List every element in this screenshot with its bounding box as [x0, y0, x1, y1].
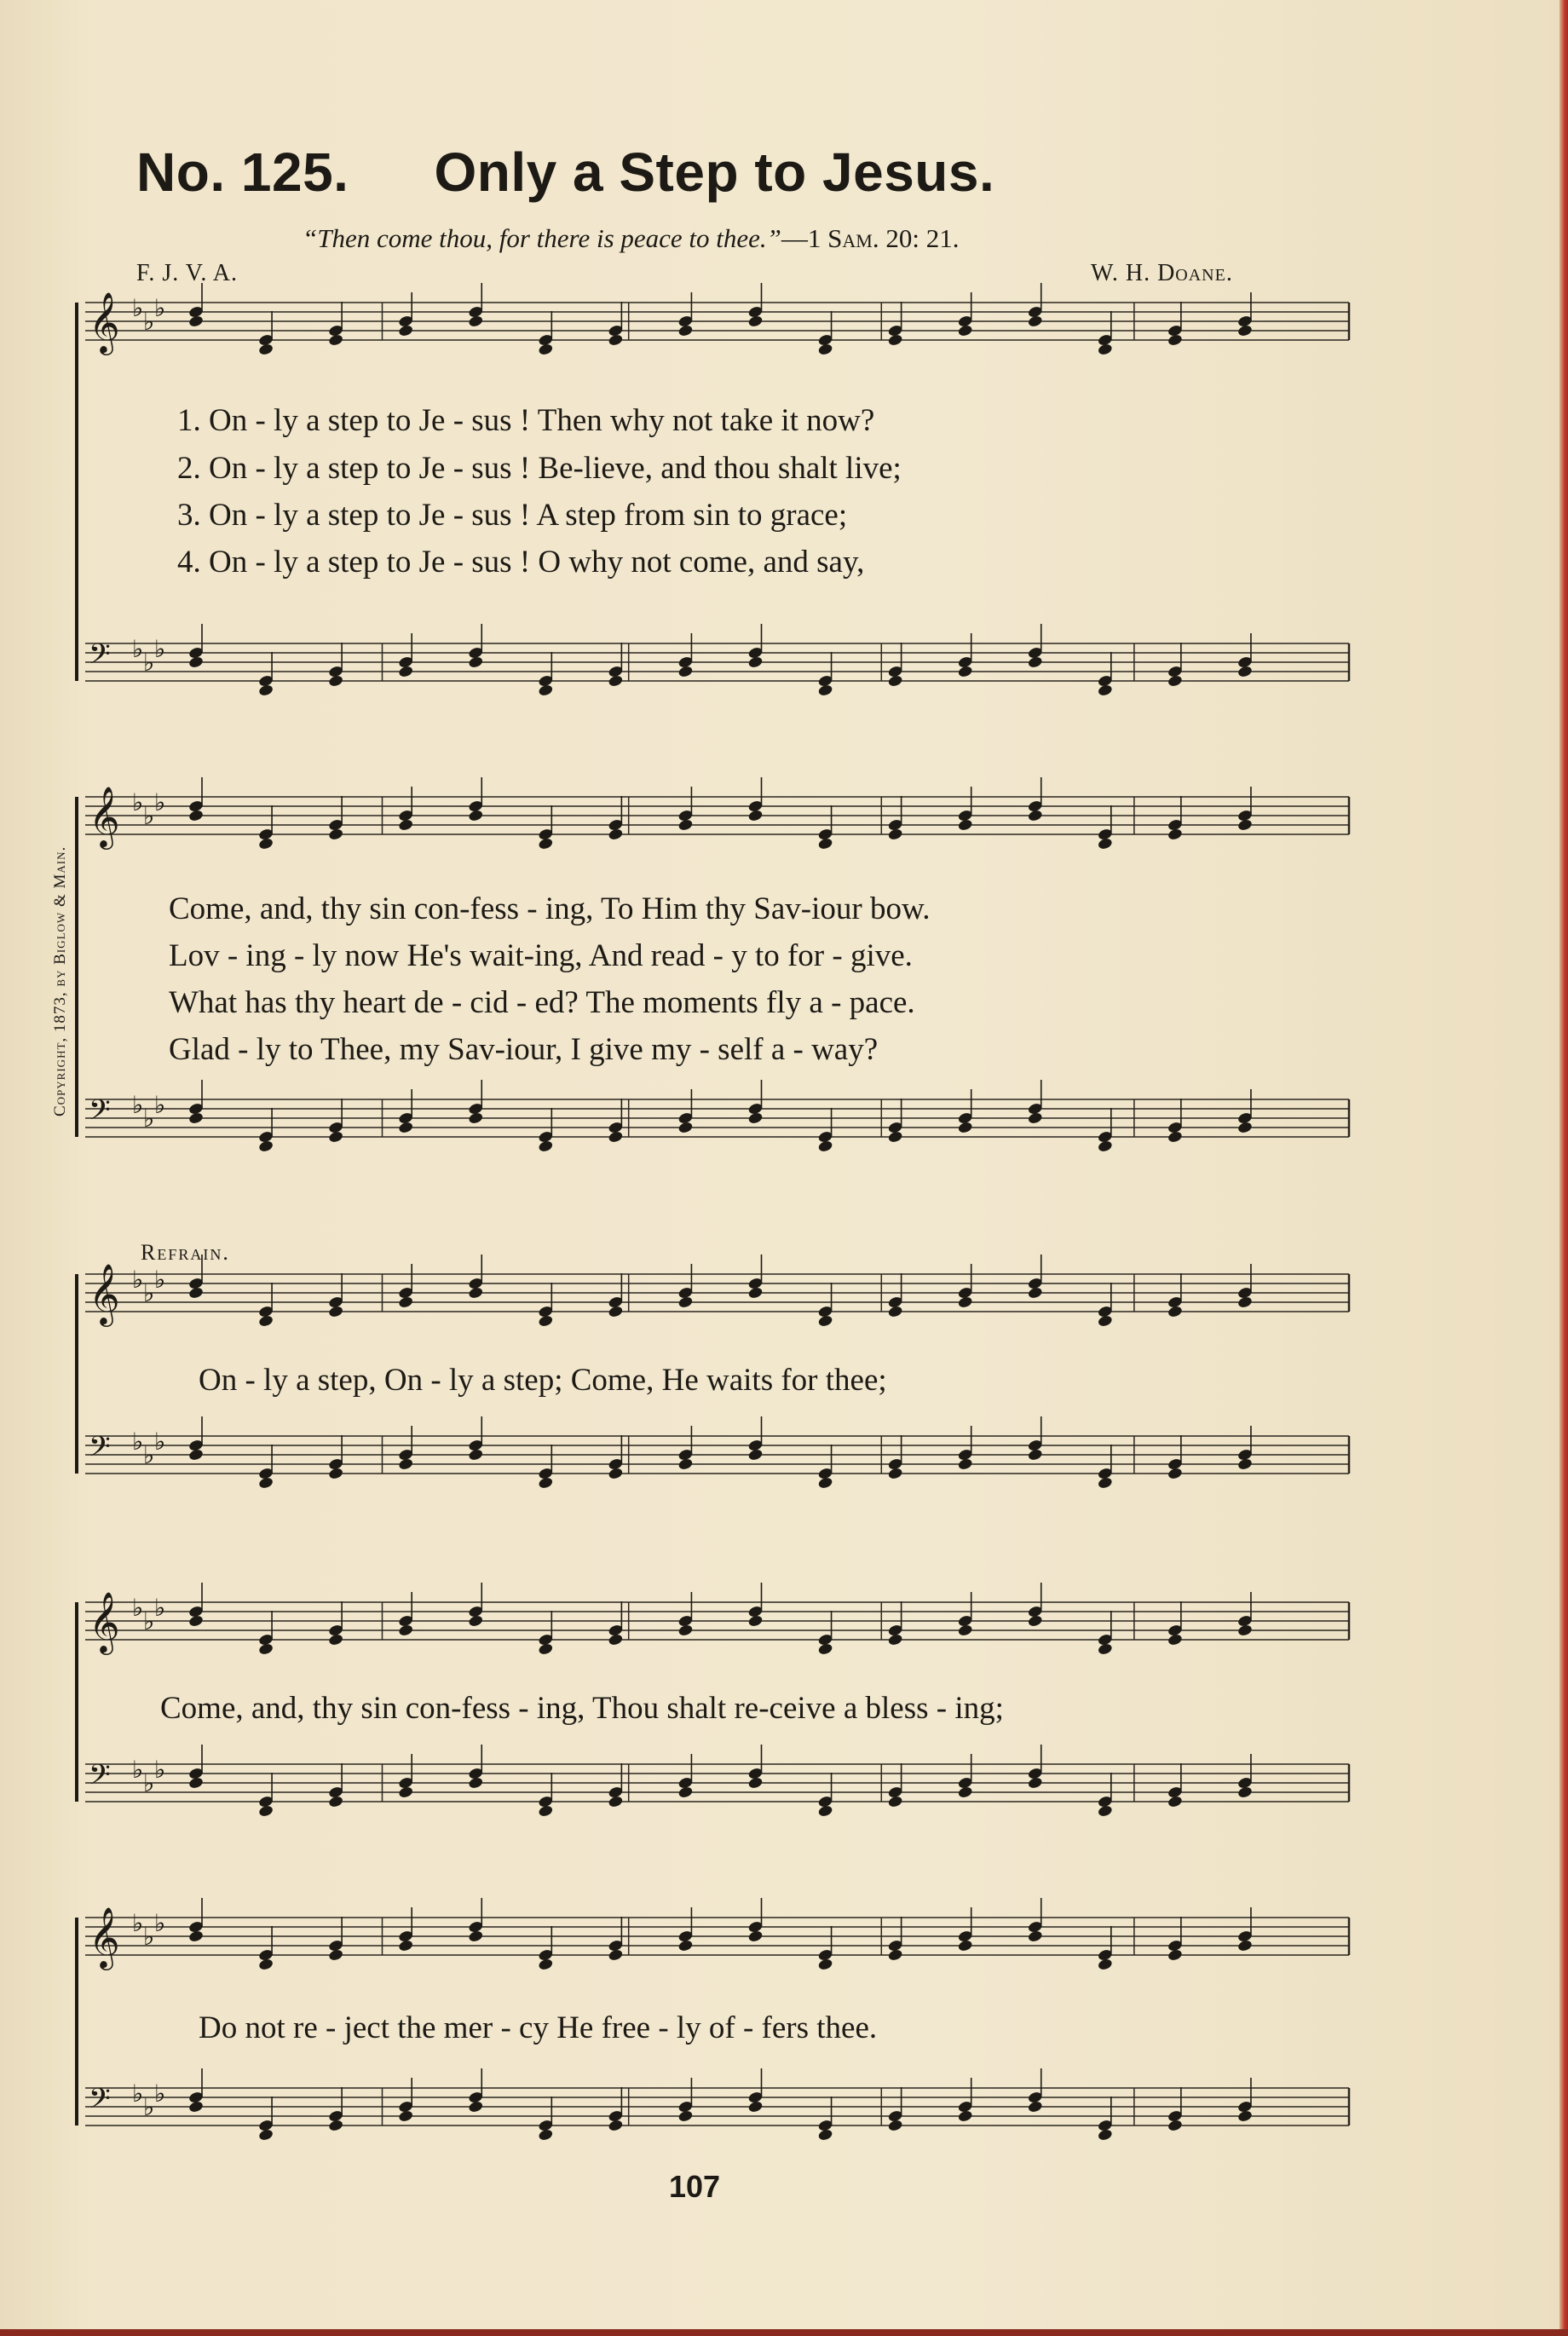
- flat-icon: ♭: [132, 294, 144, 322]
- treble-staff: [85, 1583, 1349, 1656]
- note-head: [1027, 655, 1043, 669]
- flat-icon: ♭: [132, 1428, 144, 1456]
- note-head: [957, 2109, 973, 2123]
- hymn-number: No. 125.: [136, 141, 349, 203]
- lyricist: F. J. V. A.: [136, 260, 239, 286]
- epigraph-reference: —1 Sam. 20: 21.: [781, 223, 960, 253]
- note-head: [328, 828, 344, 841]
- note-head: [258, 1804, 274, 1818]
- note-head: [817, 1476, 833, 1490]
- note-head: [1237, 1624, 1254, 1637]
- note-head: [747, 2100, 764, 2114]
- note-head: [1027, 1776, 1043, 1790]
- note-head: [957, 1624, 973, 1637]
- treble-staff: [85, 283, 1349, 356]
- note-head: [328, 674, 344, 688]
- note-head: [468, 2100, 484, 2114]
- hymn-title: Only a Step to Jesus.: [434, 141, 995, 203]
- note-head: [608, 1305, 624, 1318]
- note-head: [887, 2119, 903, 2132]
- note-head: [538, 683, 554, 697]
- flat-icon: ♭: [143, 308, 155, 336]
- treble-staff: [85, 777, 1349, 851]
- flat-icon: ♭: [132, 1091, 144, 1119]
- note-head: [328, 333, 344, 347]
- verse-2-line-1: 2. On - ly a step to Je - sus ! Be-lieve, and thou shalt live;: [177, 451, 902, 486]
- bass-clef-icon: 𝄢: [89, 1094, 111, 1133]
- note-head: [1167, 1948, 1183, 1962]
- note-head: [747, 1614, 764, 1628]
- note-head: [957, 818, 973, 832]
- note-head: [1237, 1295, 1254, 1309]
- note-head: [1167, 1467, 1183, 1480]
- note-head: [677, 2109, 694, 2123]
- epigraph-quote: “Then come thou, for there is peace to thee.”: [303, 223, 781, 253]
- note-head: [1027, 1929, 1043, 1943]
- note-head: [677, 1295, 694, 1309]
- flat-icon: ♭: [143, 1105, 155, 1133]
- note-head: [817, 837, 833, 851]
- note-head: [1237, 665, 1254, 678]
- note-head: [747, 1111, 764, 1125]
- verse-2-line-2: Lov - ing - ly now He's wait-ing, And read - y to for - give.: [169, 938, 913, 973]
- note-head: [538, 1958, 554, 1971]
- note-head: [538, 1642, 554, 1656]
- note-head: [188, 1286, 205, 1300]
- note-head: [538, 1314, 554, 1328]
- note-head: [1167, 1305, 1183, 1318]
- note-head: [468, 809, 484, 822]
- copyright-notice: Copyright, 1873, by Biglow & Main.: [51, 845, 69, 1116]
- note-head: [258, 1139, 274, 1153]
- note-head: [188, 809, 205, 822]
- note-head: [538, 837, 554, 851]
- note-head: [188, 1614, 205, 1628]
- note-head: [538, 1139, 554, 1153]
- flat-icon: ♭: [154, 1266, 166, 1294]
- note-head: [398, 1121, 414, 1134]
- note-head: [188, 1929, 205, 1943]
- bass-staff: [85, 1080, 1349, 1153]
- note-head: [1097, 343, 1113, 356]
- note-head: [887, 674, 903, 688]
- bass-clef-icon: 𝄢: [89, 1759, 111, 1798]
- note-head: [258, 1642, 274, 1656]
- note-head: [747, 314, 764, 328]
- bass-staff: [85, 1745, 1349, 1818]
- note-head: [1237, 2109, 1254, 2123]
- treble-clef-icon: 𝄞: [89, 1262, 120, 1324]
- note-head: [468, 1929, 484, 1943]
- note-head: [608, 333, 624, 347]
- note-head: [608, 1795, 624, 1808]
- note-head: [258, 2128, 274, 2142]
- note-head: [887, 1130, 903, 1144]
- note-head: [887, 1948, 903, 1962]
- note-head: [328, 1305, 344, 1318]
- note-head: [1097, 1958, 1113, 1971]
- flat-icon: ♭: [154, 1909, 166, 1937]
- note-head: [677, 1785, 694, 1799]
- note-head: [957, 1785, 973, 1799]
- bass-staff: [85, 1416, 1349, 1490]
- note-head: [1167, 1130, 1183, 1144]
- flat-icon: ♭: [143, 649, 155, 677]
- note-head: [328, 1130, 344, 1144]
- note-head: [188, 1448, 205, 1462]
- note-head: [817, 1139, 833, 1153]
- note-head: [1237, 818, 1254, 832]
- note-head: [747, 1448, 764, 1462]
- note-head: [398, 665, 414, 678]
- note-head: [957, 1939, 973, 1952]
- note-head: [328, 1467, 344, 1480]
- note-head: [887, 1467, 903, 1480]
- note-head: [1097, 837, 1113, 851]
- note-head: [1097, 683, 1113, 697]
- note-head: [538, 1476, 554, 1490]
- refrain-line-3: Do not re - ject the mer - cy He free - ly of - fers thee.: [199, 2010, 878, 2045]
- note-head: [887, 828, 903, 841]
- note-head: [188, 655, 205, 669]
- note-head: [887, 333, 903, 347]
- note-head: [398, 1939, 414, 1952]
- note-head: [1027, 1614, 1043, 1628]
- note-head: [887, 1795, 903, 1808]
- flat-icon: ♭: [154, 1756, 166, 1784]
- treble-clef-icon: 𝄞: [89, 785, 120, 847]
- note-head: [608, 2119, 624, 2132]
- verse-4-line-1: 4. On - ly a step to Je - sus ! O why not come, and say,: [177, 545, 865, 580]
- note-head: [468, 1776, 484, 1790]
- epigraph: [303, 223, 959, 254]
- note-head: [328, 1633, 344, 1647]
- note-head: [258, 1476, 274, 1490]
- page-bottom-edge: [0, 2329, 1568, 2336]
- flat-icon: ♭: [132, 1756, 144, 1784]
- note-head: [398, 2109, 414, 2123]
- note-head: [1237, 324, 1254, 337]
- note-head: [1237, 1785, 1254, 1799]
- note-head: [887, 1633, 903, 1647]
- note-head: [608, 1633, 624, 1647]
- note-head: [258, 683, 274, 697]
- note-head: [1027, 1286, 1043, 1300]
- note-head: [258, 343, 274, 356]
- note-head: [538, 1804, 554, 1818]
- refrain-line-2: Come, and, thy sin con-fess - ing, Thou shalt re-ceive a bless - ing;: [160, 1691, 1004, 1726]
- flat-icon: ♭: [154, 1091, 166, 1119]
- composer: W. H. Doane.: [1091, 260, 1233, 286]
- note-head: [747, 809, 764, 822]
- flat-icon: ♭: [143, 1769, 155, 1797]
- note-head: [258, 837, 274, 851]
- note-head: [468, 1614, 484, 1628]
- music-system-3: [75, 1261, 1353, 1508]
- flat-icon: ♭: [132, 635, 144, 663]
- treble-staff: [85, 1898, 1349, 1971]
- music-system-5: [75, 1905, 1353, 2160]
- bass-clef-icon: 𝄢: [89, 638, 111, 678]
- note-head: [608, 1948, 624, 1962]
- bass-clef-icon: 𝄢: [89, 2083, 111, 2122]
- note-head: [957, 1121, 973, 1134]
- note-head: [747, 655, 764, 669]
- flat-icon: ♭: [143, 1923, 155, 1951]
- note-head: [747, 1776, 764, 1790]
- note-head: [817, 2128, 833, 2142]
- note-head: [817, 1804, 833, 1818]
- note-head: [398, 1457, 414, 1471]
- music-system-2: [75, 784, 1353, 1193]
- music-system-4: [75, 1589, 1353, 1837]
- note-head: [677, 665, 694, 678]
- note-head: [258, 1958, 274, 1971]
- note-head: [468, 655, 484, 669]
- note-head: [468, 1286, 484, 1300]
- note-head: [398, 1624, 414, 1637]
- note-head: [468, 314, 484, 328]
- treble-clef-icon: 𝄞: [89, 291, 120, 353]
- note-head: [538, 343, 554, 356]
- note-head: [1237, 1121, 1254, 1134]
- note-head: [817, 1642, 833, 1656]
- note-head: [328, 1948, 344, 1962]
- note-head: [677, 1939, 694, 1952]
- note-head: [1237, 1939, 1254, 1952]
- page-edge: [1559, 0, 1568, 2336]
- note-head: [608, 1130, 624, 1144]
- note-head: [1097, 1139, 1113, 1153]
- treble-staff: [85, 1255, 1349, 1328]
- music-system-1: [75, 291, 1353, 729]
- refrain-label: Refrain.: [141, 1240, 230, 1265]
- flat-icon: ♭: [154, 788, 166, 816]
- note-head: [677, 1121, 694, 1134]
- flat-icon: ♭: [154, 1428, 166, 1456]
- note-head: [1097, 1314, 1113, 1328]
- verse-3-line-2: What has thy heart de - cid - ed? The moments fly a - pace.: [169, 985, 915, 1020]
- note-head: [817, 343, 833, 356]
- note-head: [677, 818, 694, 832]
- note-head: [188, 314, 205, 328]
- note-head: [398, 818, 414, 832]
- note-head: [188, 1111, 205, 1125]
- note-head: [1097, 1476, 1113, 1490]
- note-head: [468, 1448, 484, 1462]
- flat-icon: ♭: [132, 1266, 144, 1294]
- note-head: [258, 1314, 274, 1328]
- note-head: [188, 2100, 205, 2114]
- flat-icon: ♭: [143, 1441, 155, 1469]
- verse-1-line-2: Come, and, thy sin con-fess - ing, To Him thy Sav-iour bow.: [169, 891, 931, 926]
- note-head: [1167, 1795, 1183, 1808]
- note-head: [1167, 828, 1183, 841]
- note-head: [328, 1795, 344, 1808]
- note-head: [608, 828, 624, 841]
- note-head: [747, 1929, 764, 1943]
- page-number: 107: [669, 2169, 721, 2204]
- note-head: [608, 674, 624, 688]
- flat-icon: ♭: [143, 1279, 155, 1307]
- note-head: [817, 1314, 833, 1328]
- note-head: [1237, 1457, 1254, 1471]
- note-head: [1167, 333, 1183, 347]
- note-head: [398, 324, 414, 337]
- note-head: [1027, 1448, 1043, 1462]
- note-head: [398, 1295, 414, 1309]
- note-head: [1027, 2100, 1043, 2114]
- note-head: [328, 2119, 344, 2132]
- flat-icon: ♭: [154, 1594, 166, 1622]
- note-head: [1167, 674, 1183, 688]
- flat-icon: ♭: [132, 1909, 144, 1937]
- hymn-heading: [136, 141, 994, 204]
- note-head: [1027, 1111, 1043, 1125]
- note-head: [817, 1958, 833, 1971]
- note-head: [677, 1457, 694, 1471]
- flat-icon: ♭: [132, 2079, 144, 2108]
- note-head: [1027, 314, 1043, 328]
- flat-icon: ♭: [132, 1594, 144, 1622]
- flat-icon: ♭: [154, 294, 166, 322]
- bass-staff: [85, 2068, 1349, 2142]
- note-head: [677, 324, 694, 337]
- verse-3-line-1: 3. On - ly a step to Je - sus ! A step from sin to grace;: [177, 498, 848, 533]
- note-head: [817, 683, 833, 697]
- bass-staff: [85, 624, 1349, 697]
- note-head: [887, 1305, 903, 1318]
- flat-icon: ♭: [154, 635, 166, 663]
- bass-clef-icon: 𝄢: [89, 1431, 111, 1470]
- flat-icon: ♭: [143, 2093, 155, 2121]
- treble-clef-icon: 𝄞: [89, 1906, 120, 1968]
- note-head: [398, 1785, 414, 1799]
- flat-icon: ♭: [143, 802, 155, 830]
- verse-4-line-2: Glad - ly to Thee, my Sav-iour, I give my - self a - way?: [169, 1032, 879, 1067]
- note-head: [957, 324, 973, 337]
- note-head: [1167, 1633, 1183, 1647]
- note-head: [677, 1624, 694, 1637]
- refrain-line-1: On - ly a step, On - ly a step; Come, He waits for thee;: [199, 1363, 887, 1398]
- note-head: [1027, 809, 1043, 822]
- flat-icon: ♭: [154, 2079, 166, 2108]
- note-head: [1097, 1804, 1113, 1818]
- note-head: [957, 1295, 973, 1309]
- flat-icon: ♭: [132, 788, 144, 816]
- note-head: [747, 1286, 764, 1300]
- note-head: [538, 2128, 554, 2142]
- verse-1-line-1: 1. On - ly a step to Je - sus ! Then why not take it now?: [177, 403, 875, 438]
- note-head: [1097, 1642, 1113, 1656]
- note-head: [1097, 2128, 1113, 2142]
- note-head: [1167, 2119, 1183, 2132]
- note-head: [188, 1776, 205, 1790]
- flat-icon: ♭: [143, 1607, 155, 1635]
- note-head: [957, 1457, 973, 1471]
- note-head: [468, 1111, 484, 1125]
- note-head: [957, 665, 973, 678]
- note-head: [608, 1467, 624, 1480]
- treble-clef-icon: 𝄞: [89, 1590, 120, 1653]
